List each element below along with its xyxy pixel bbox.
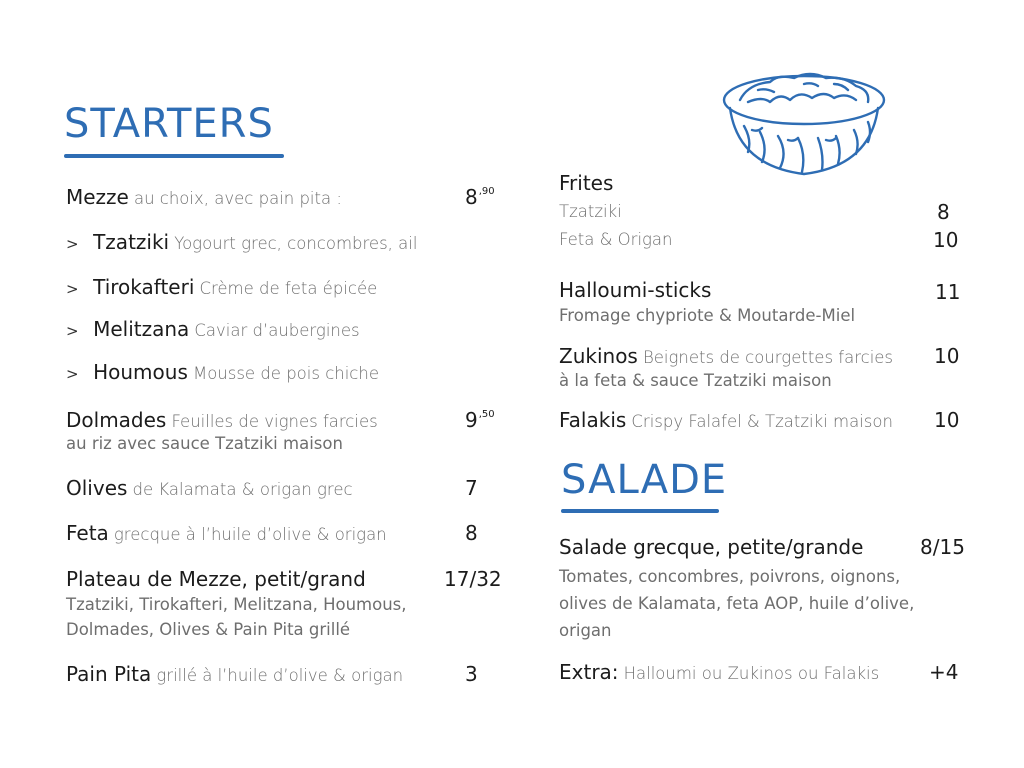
price-int: 9 <box>465 408 478 432</box>
salade-desc-line3: origan <box>559 621 612 640</box>
price-halloumi: 11 <box>935 280 961 304</box>
item-name: Pain Pita <box>66 662 152 686</box>
item-name: Olives <box>66 476 128 500</box>
price-mezze <box>465 185 495 209</box>
item-desc: Feuilles de vignes farcies <box>171 412 378 431</box>
menu-item-plateau-name: Plateau de Mezze, petit/grand <box>66 567 366 591</box>
mezze-option-tzatziki <box>66 230 417 254</box>
price-dec: ,50 <box>478 409 495 420</box>
price-zukinos: 10 <box>934 344 960 368</box>
menu-item-olives <box>66 476 353 500</box>
menu-item-mezze <box>66 185 342 209</box>
mezze-option-houmous <box>66 360 379 384</box>
menu-item-feta <box>66 521 387 545</box>
price-falakis: 10 <box>934 408 960 432</box>
option-desc: Yogourt grec, concombres, ail <box>174 234 418 253</box>
bullet: > <box>66 280 79 298</box>
menu-item-pain-pita <box>66 662 403 686</box>
salade-desc-line2: olives de Kalamata, feta AOP, huile d’olive, <box>559 594 915 613</box>
item-name: Zukinos <box>559 344 638 368</box>
mezze-option-tirokafteri <box>66 275 377 299</box>
starters-underline <box>64 154 284 158</box>
menu-item-zukinos <box>559 344 893 368</box>
option-name: Melitzana <box>93 317 190 341</box>
item-desc: au choix, avec pain pita : <box>133 189 342 208</box>
item-name: Extra: <box>559 660 619 684</box>
item-desc: grecque à l’huile d’olive & origan <box>113 525 387 544</box>
item-desc: Halloumi ou Zukinos ou Falakis <box>623 664 880 683</box>
mezze-option-melitzana <box>66 317 360 341</box>
price-frites-1: 8 <box>937 200 950 224</box>
starters-heading: STARTERS <box>64 101 274 147</box>
item-name: Feta <box>66 521 109 545</box>
menu-item-extra <box>559 660 879 684</box>
bullet: > <box>66 365 79 383</box>
price-plateau: 17/32 <box>444 567 502 591</box>
bowl-icon <box>718 66 890 178</box>
option-name: Tirokafteri <box>93 275 195 299</box>
menu-item-frites-name: Frites <box>559 171 614 195</box>
salade-desc-line1: Tomates, concombres, poivrons, oignons, <box>559 567 901 586</box>
price-dolmades <box>465 408 495 432</box>
zukinos-desc-line2: à la feta & sauce Tzatziki maison <box>559 371 832 390</box>
frites-option-1: Tzatziki <box>559 202 622 221</box>
price-salade-grecque: 8/15 <box>920 535 965 559</box>
price-olives: 7 <box>465 476 478 500</box>
menu-item-salade-grecque-name: Salade grecque, petite/grande <box>559 535 864 559</box>
price-dec: ,90 <box>478 186 495 197</box>
item-desc: Beignets de courgettes farcies <box>642 348 894 367</box>
menu-item-falakis <box>559 408 893 432</box>
menu-item-halloumi-name: Halloumi-sticks <box>559 278 712 302</box>
option-name: Tzatziki <box>93 230 170 254</box>
frites-option-2: Feta & Origan <box>559 230 673 249</box>
salade-heading: SALADE <box>561 457 728 503</box>
salade-underline <box>561 509 719 513</box>
option-desc: Caviar d’aubergines <box>194 321 360 340</box>
halloumi-desc: Fromage chypriote & Moutarde-Miel <box>559 306 856 325</box>
price-int: 8 <box>465 185 478 209</box>
plateau-desc-line2: Dolmades, Olives & Pain Pita grillé <box>66 620 351 639</box>
plateau-desc-line1: Tzatziki, Tirokafteri, Melitzana, Houmous, <box>66 595 407 614</box>
item-desc: de Kalamata & origan grec <box>132 480 353 499</box>
item-name: Mezze <box>66 185 129 209</box>
item-desc: Crispy Falafel & Tzatziki maison <box>631 412 893 431</box>
price-feta: 8 <box>465 521 478 545</box>
option-desc: Crème de feta épicée <box>199 279 378 298</box>
item-name: Dolmades <box>66 408 167 432</box>
bullet: > <box>66 322 79 340</box>
item-desc: grillé à l’huile d’olive & origan <box>156 666 404 685</box>
bullet: > <box>66 235 79 253</box>
price-extra: +4 <box>929 660 959 684</box>
price-frites-2: 10 <box>933 228 959 252</box>
option-desc: Mousse de pois chiche <box>192 364 379 383</box>
item-name: Falakis <box>559 408 627 432</box>
option-name: Houmous <box>93 360 188 384</box>
item-desc-line2: au riz avec sauce Tzatziki maison <box>66 434 343 453</box>
menu-item-dolmades <box>66 408 378 432</box>
price-pain-pita: 3 <box>465 662 478 686</box>
